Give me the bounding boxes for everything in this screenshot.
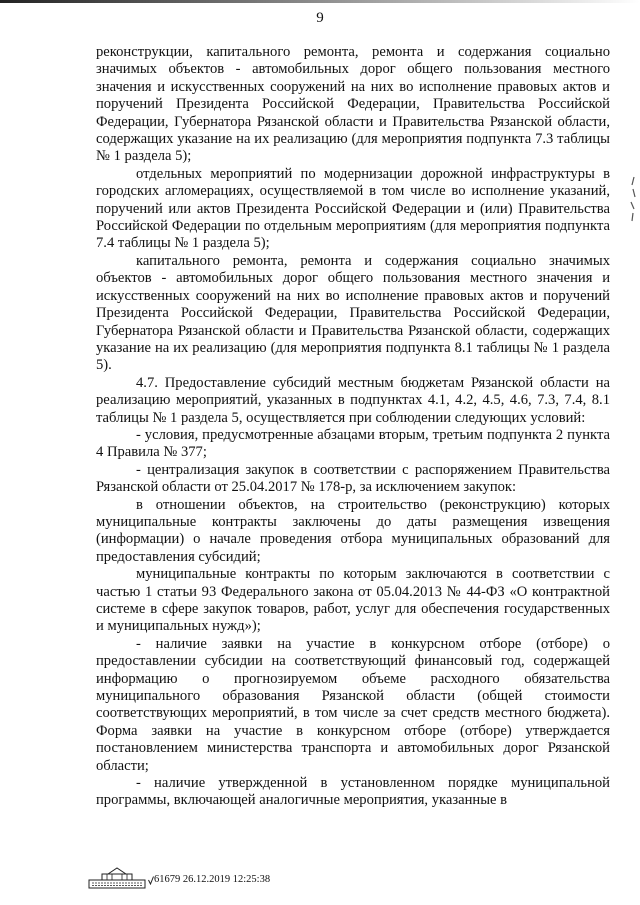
paragraph-1: реконструкции, капитального ремонта, ремонта и содержания социально значимых объектов - автомобильных дорог общего пользования местного значения и искусственных сооружений на них во исполнение правовых актов и поручений Президента Российской Федерации, Правительства Российской Федерации, Губернатора Рязанской области и Правительства Рязанской области, содержащих указание на их реализацию (для мероприятия подпункта 7.3 таблицы № 1 раздела 5); [96, 44, 610, 165]
scan-top-edge [0, 0, 640, 3]
exception-1: в отношении объектов, на строительство (реконструкцию) которых муниципальные контракты заключены до даты размещения извещения (информации) о начале проведения отбора муниципальных образований для предоставления субсидий; [96, 496, 610, 565]
condition-1: - условия, предусмотренные абзацами вторым, третьим подпункта 2 пункта 4 Правила № 377; [96, 426, 610, 461]
exception-2: муниципальные контракты по которым заключаются в соответствии с частью 1 статьи 93 Федерального закона от 05.04.2013 № 44-ФЗ «О контрактной системе в сфере закупок товаров, работ, услуг для обеспечения государственных и муниципальных нужд»); [96, 566, 610, 635]
registry-building-icon [88, 866, 146, 890]
margin-scan-mark [628, 175, 638, 225]
document-body [96, 44, 610, 810]
paragraph-3: капитального ремонта, ремонта и содержания социально значимых объектов - автомобильных дорог общего пользования местного значения и искусственных сооружений на них во исполнение правовых актов и поручений Президента Российской Федерации, Правительства Российской Федерации, Губернатора Рязанской области и Правительства Рязанской области, содержащих указание на их реализацию (для мероприятия подпункта 8.1 таблицы № 1 раздела 5). [96, 252, 610, 374]
condition-2: - централизация закупок в соответствии с распоряжением Правительства Рязанской области от 25.04.2017 № 178-р, за исключением закупок: [96, 461, 610, 496]
paragraph-4-7: 4.7. Предоставление субсидий местным бюджетам Рязанской области на реализацию мероприятий, указанных в подпунктах 4.1, 4.2, 4.5, 4.6, 7.3, 7.4, 8.1 таблицы № 1 раздела 5, осуществляется при соблюдении следующих условий: [96, 374, 610, 426]
page-number: 9 [316, 10, 324, 26]
stamp-number-datetime: 61679 26.12.2019 12:25:38 [154, 874, 271, 885]
condition-3: - наличие заявки на участие в конкурсном отборе (отборе) о предоставлении субсидии на соответствующий финансовый год, содержащей информацию о прогнозируемом объеме расходного обязательства муниципального образования Рязанской области (общей стоимости соответствующих мероприятий, в том числе за счет средств местного бюджета). Форма заявки на участие в конкурсном отборе (отборе) утверждается постановлением министерства транспорта и автомобильных дорог Рязанской области; [96, 635, 610, 774]
condition-4: - наличие утвержденной в установленном порядке муниципальной программы, включающей аналогичные мероприятия, указанные в [96, 775, 610, 809]
paragraph-2: отдельных мероприятий по модернизации дорожной инфраструктуры в городских агломерациях, осуществляемой в том числе во исполнение указаний, поручений или актов Президента Российской Федерации и (или) Правительства Российской Федерации по отдельным мероприятиям (для мероприятия подпункта 7.4 таблицы № 1 раздела 5); [96, 165, 610, 252]
registration-stamp [88, 866, 388, 892]
